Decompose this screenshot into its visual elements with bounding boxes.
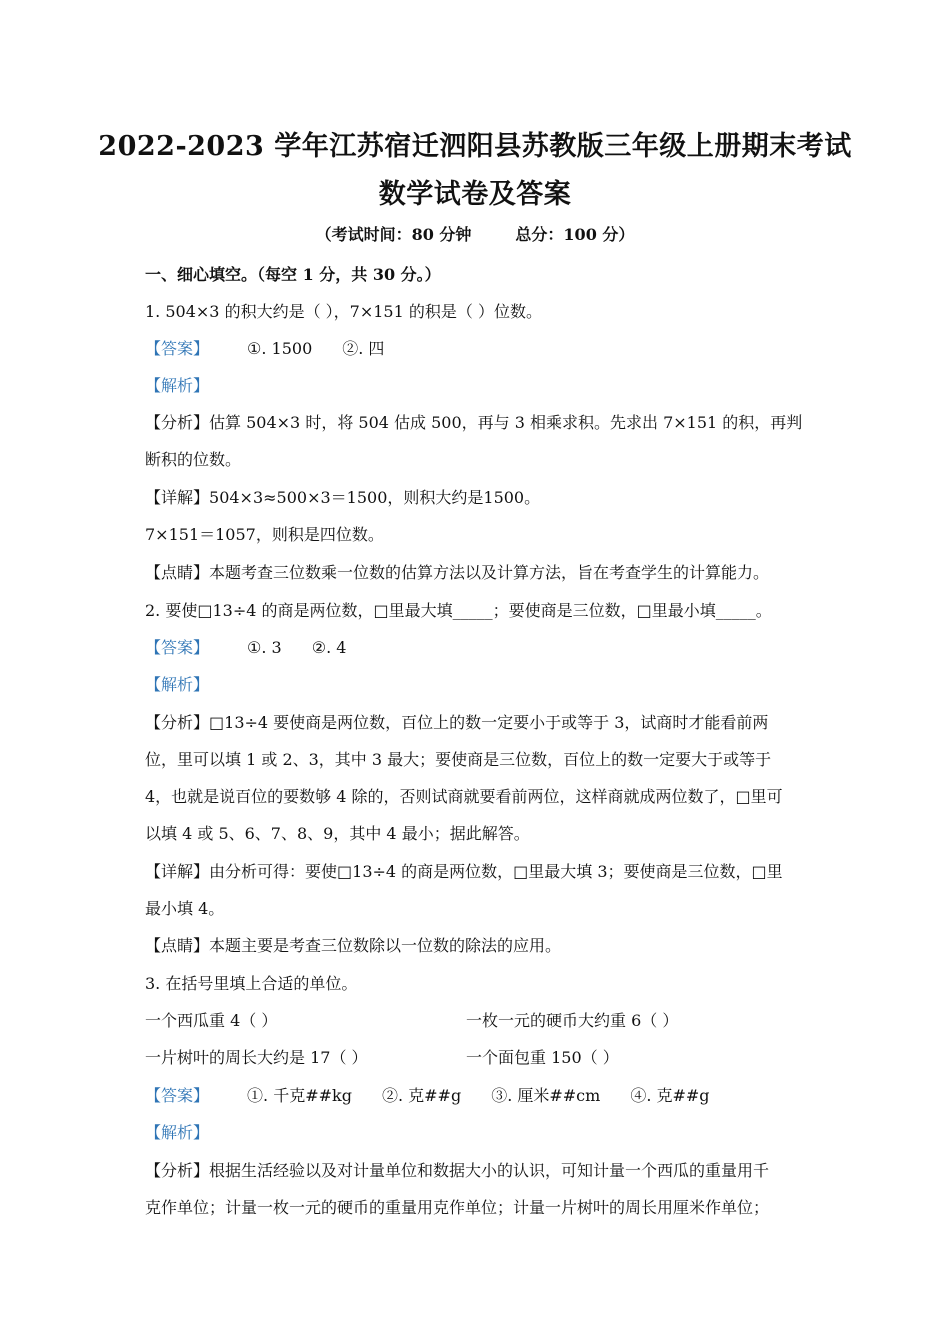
q3-item-4: 一个面包重 150（ ）: [466, 1048, 619, 1067]
q1-fenxi: [145, 410, 802, 433]
q2-fenxi: [145, 710, 768, 733]
q3-item-3: 一片树叶的周长大约是 17（ ）: [145, 1048, 368, 1067]
q1-fenxi-text-2: 断积的位数。: [145, 450, 242, 469]
q2-xiangjie-text-1: 由分析可得：要使□13÷4 的商是两位数，□里最大填 3；要使商是三位数，□里: [209, 862, 783, 881]
answer-label: 【答案】: [145, 339, 210, 358]
q3-answer-2: ②. 克##g: [381, 1086, 462, 1105]
q2-dianjing: [145, 933, 561, 956]
section-heading: 一、细心填空。（每空 1 分，共 30 分。）: [145, 265, 441, 284]
fenxi-label: 【分析】: [145, 1161, 210, 1180]
fenxi-label: 【分析】: [145, 713, 210, 732]
q2-answer-2: ②. 4: [311, 638, 347, 657]
exam-info: [0, 222, 950, 245]
q1-xiangjie-text-1: 504×3≈500×3＝1500，则积大约是1500。: [209, 488, 541, 507]
q2-fenxi-text-1: □13÷4 要使商是两位数，百位上的数一定要小于或等于 3，试商时才能看前两: [209, 713, 769, 732]
q1-jiexi-label: 【解析】: [145, 376, 210, 395]
q2-answer: [145, 635, 346, 658]
q1-xiangjie: [145, 485, 540, 508]
q3-answer-4: ④. 克##g: [630, 1086, 710, 1105]
q3-item-2: 一枚一元的硬币大约重 6（ ）: [466, 1011, 679, 1030]
q2-fenxi-text-4: 以填 4 或 5、6、7、8、9，其中 4 最小；据此解答。: [145, 824, 530, 843]
q1-stem: 1. 504×3 的积大约是（ ），7×151 的积是（ ）位数。: [145, 302, 542, 321]
q3-answer: [145, 1083, 710, 1106]
fenxi-label: 【分析】: [145, 413, 210, 432]
q2-jiexi-label: 【解析】: [145, 675, 210, 694]
q1-dianjing: [145, 560, 769, 583]
xiangjie-label: 【详解】: [145, 488, 210, 507]
total-score: 总分：100 分）: [515, 225, 635, 244]
q2-xiangjie: [145, 859, 783, 882]
q2-fenxi-text-2: 位，里可以填 1 或 2、3，其中 3 最大；要使商是三位数，百位上的数一定要大于或等于: [145, 750, 772, 769]
dianjing-label: 【点睛】: [145, 936, 210, 955]
q1-dianjing-text: 本题考查三位数乘一位数的估算方法以及计算方法，旨在考查学生的计算能力。: [209, 563, 770, 582]
answer-label: 【答案】: [145, 1086, 210, 1105]
q3-jiexi-label: 【解析】: [145, 1123, 210, 1142]
q1-answer-2: ②. 四: [342, 339, 385, 358]
q1-fenxi-text-1: 估算 504×3 时，将 504 估成 500，再与 3 相乘求积。先求出 7×151 的积，再判: [209, 413, 803, 432]
q1-answer: [145, 336, 384, 359]
q2-answer-1: ①. 3: [247, 638, 282, 657]
exam-time: （考试时间：80 分钟: [315, 225, 472, 244]
document-title-line-2: 数学试卷及答案: [378, 179, 572, 210]
q3-fenxi-text-1: 根据生活经验以及对计量单位和数据大小的认识，可知计量一个西瓜的重量用千: [209, 1161, 770, 1180]
xiangjie-label: 【详解】: [145, 862, 210, 881]
q1-xiangjie-text-2: 7×151＝1057，则积是四位数。: [145, 525, 384, 544]
q3-item-1: 一个西瓜重 4（ ）: [145, 1011, 278, 1030]
q3-answer-3: ③. 厘米##cm: [491, 1086, 601, 1105]
document-title-line-1: 2022-2023 学年江苏宿迁泗阳县苏教版三年级上册期末考试: [98, 131, 852, 162]
q3-stem: 3. 在括号里填上合适的单位。: [145, 974, 358, 993]
q3-fenxi: [145, 1158, 769, 1181]
q2-stem: 2. 要使□13÷4 的商是两位数，□里最大填_____；要使商是三位数，□里最小填_____。: [145, 601, 772, 620]
q2-xiangjie-text-2: 最小填 4。: [145, 899, 225, 918]
dianjing-label: 【点睛】: [145, 563, 210, 582]
q2-dianjing-text: 本题主要是考查三位数除以一位数的除法的应用。: [209, 936, 562, 955]
answer-label: 【答案】: [145, 638, 210, 657]
q3-answer-1: ①. 千克##kg: [247, 1086, 352, 1105]
q2-fenxi-text-3: 4，也就是说百位的要数够 4 除的，否则试商就要看前两位，这样商就成两位数了，□里可: [145, 787, 783, 806]
q1-answer-1: ①. 1500: [247, 339, 313, 358]
q3-fenxi-text-2: 克作单位；计量一枚一元的硬币的重量用克作单位；计量一片树叶的周长用厘米作单位；: [145, 1198, 770, 1217]
